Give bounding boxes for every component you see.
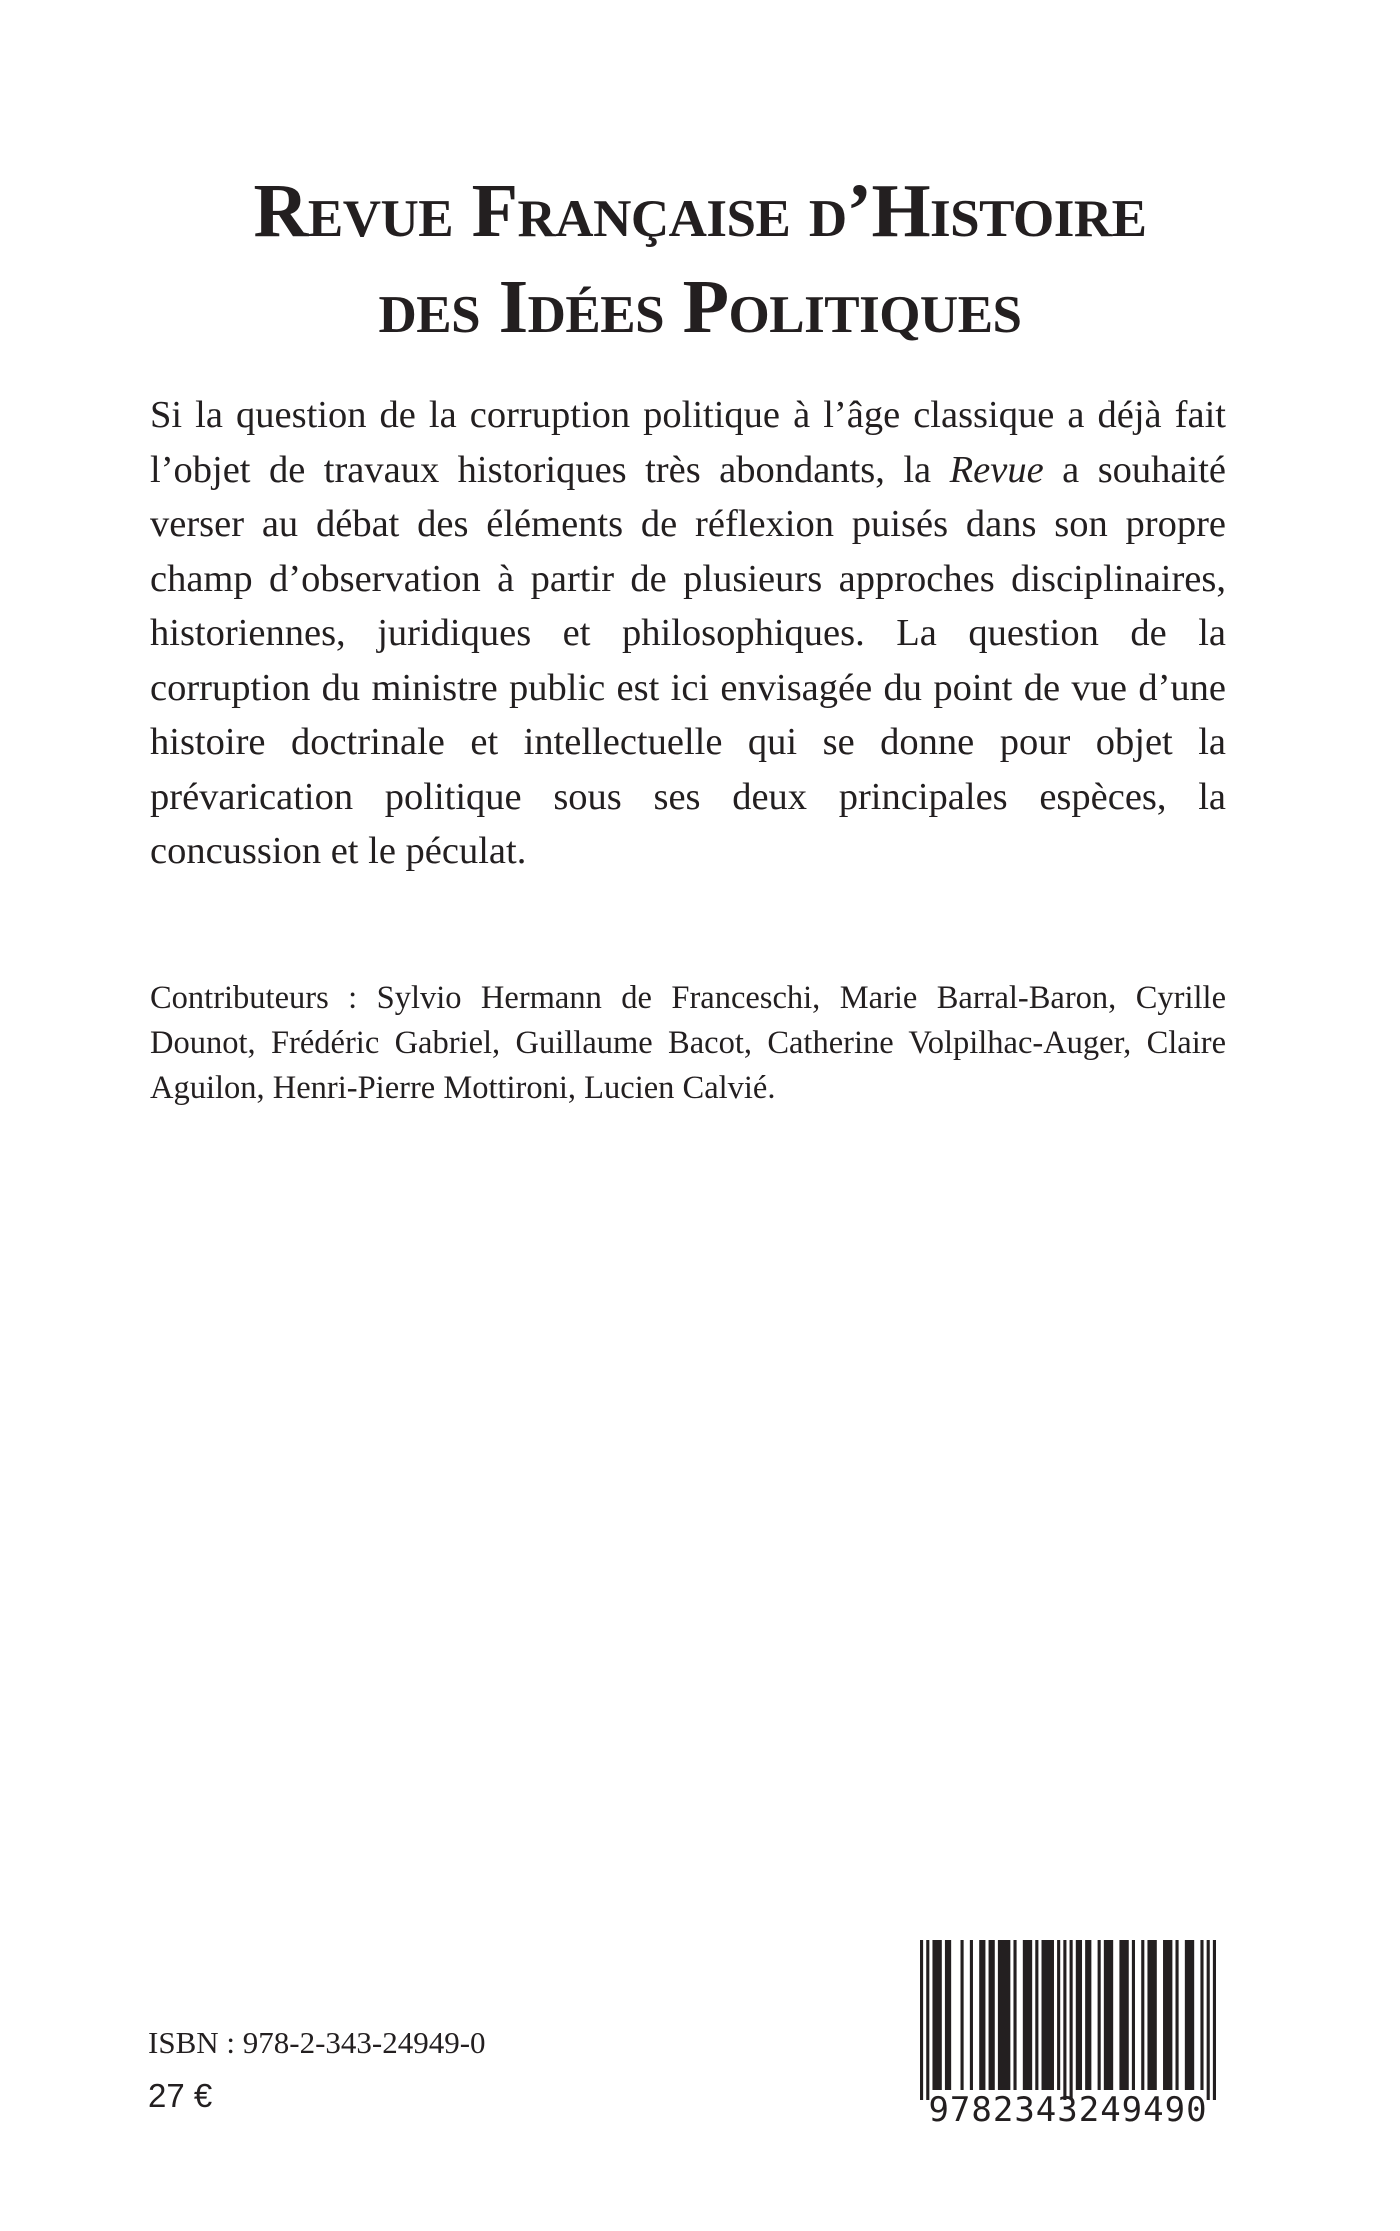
barcode-bar (1213, 1940, 1216, 2100)
barcode-bar (1013, 1940, 1016, 2090)
title-line-2: des Idées Politiques (378, 264, 1022, 349)
barcode-bar (926, 1940, 929, 2100)
barcode-bar (1057, 1940, 1060, 2090)
barcode (920, 1940, 1216, 2135)
contributors-list: Contributeurs : Sylvio Hermann de Franceschi, Marie Barral-Baron, Cyrille Dounot, Frédéric Gabriel, Guillaume Bacot, Catherine Volpilhac-Auger, Claire Aguilon, Henri-Pierre Mottironi, Lucien Calvié. (150, 980, 1226, 1106)
barcode-bar (932, 1940, 941, 2090)
barcode-bar (945, 1940, 951, 2090)
barcode-bar (1085, 1940, 1091, 2090)
abstract-text-2: a souhaité verser au débat des éléments de réflexion puisés dans son propre champ d’observation à partir de plusieurs approches disciplinaires, historiennes, juridiques et philosophiques. La question de la corruption du ministre public est ici envisagée du point de vue d’une histoire doctrinale et intellectuelle qui se donne pour objet la prévarication politique sous ses deux principales espèces, la concussion et le péculat. (150, 448, 1226, 872)
barcode-bar (1175, 1940, 1178, 2090)
abstract-paragraph (150, 388, 1226, 879)
abstract-emphasis: Revue (949, 448, 1044, 491)
barcode-bar (920, 1940, 923, 2100)
isbn-label: ISBN : 978-2-343-24949-0 (148, 2025, 486, 2060)
barcode-bar (989, 1940, 995, 2090)
barcode-bar (970, 1940, 973, 2090)
barcode-bar (961, 1940, 964, 2090)
barcode-bar (1035, 1940, 1038, 2090)
title-line-1: Revue Française d’Histoire (253, 168, 1147, 253)
barcode-bar (1147, 1940, 1156, 2090)
barcode-digits: 9782343249490 (928, 2090, 1208, 2130)
barcode-bar (1098, 1940, 1101, 2090)
barcode-bar (1141, 1940, 1144, 2090)
barcode-bar (1063, 1940, 1066, 2100)
abstract-text-1: Si la question de la corruption politique à l’âge classique a déjà fait l’objet de travaux historiques très abondants, la (150, 394, 1226, 491)
cover-title (0, 163, 1400, 355)
barcode-bar (998, 1940, 1010, 2090)
price-label: 27 € (148, 2077, 213, 2114)
barcode-bar (1163, 1940, 1172, 2090)
barcode-bar (1207, 1940, 1210, 2100)
barcode-bar (1200, 1940, 1203, 2090)
barcode-bar (1185, 1940, 1194, 2090)
barcode-bar (1076, 1940, 1082, 2090)
barcode-bar (1132, 1940, 1135, 2090)
barcode-bar (1119, 1940, 1128, 2090)
barcode-bar (1023, 1940, 1032, 2090)
barcode-bars-icon (920, 1940, 1216, 2100)
barcode-bar (1104, 1940, 1113, 2090)
barcode-bar (1070, 1940, 1073, 2100)
barcode-bar (979, 1940, 985, 2090)
barcode-bar (1042, 1940, 1054, 2090)
